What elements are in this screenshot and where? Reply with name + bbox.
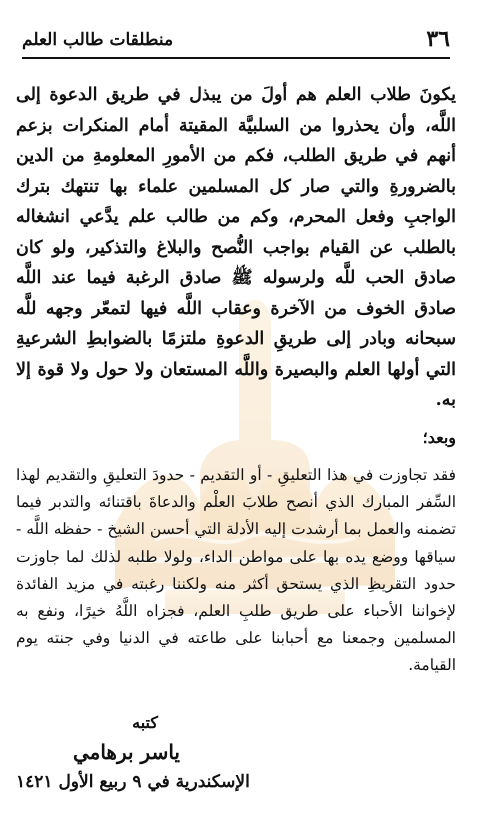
body-paragraph-1: يكونَ طلاب العلم هم أولَ من يبذل في طريق الدعوة إلى اللَّه، وأن يحذروا من السلبيَّة المقيتة أمام المنكرات بزعم أنهم في طريق الطلب، فكم من الأمورِ المعلومةِ من الدين بالضرورةِ والتي صار كل المسلمين علماء بها تنتهك بترك الواجبِ وفعل المحرم، وكم من طالب علم يدَّعي انشغاله بالطلب عن القيام بواجب النُّصح والبلاغ والتذكير، ولو كان صادق الحب للَّه ولرسوله ﷺ صادق الرغبة فيما عند اللَّه صادق الخوف من الآخرة وعقاب اللَّه فيها لتمعّر وجهه للَّه سبحانه وبادر إلى طريقِ الدعوةِ ملتزمًا بالضوابطِ الشرعيةِ التي أولها العلم والبصيرة واللَّه المستعان ولا حول ولا قوة إلا به. (16, 85, 456, 410)
place-and-date: الإسكندرية في ٩ ربيع الأول ١٤٢١ (16, 772, 250, 792)
author-name: ياسر برهامي (72, 740, 180, 764)
wrote-it-label: كتبه (132, 713, 158, 732)
running-header-title: منطلقات طالب العلم (22, 30, 174, 50)
body-paragraph-2: فقد تجاوزت في هذا التعليقِ - أو التقديم - حدودَ التعليقِ والتقديم لهذا السِّفر المبارك الذي أنصح طلابَ العلْم والدعاةَ باقتنائه والتدبر فيما تضمنه والعمل بما أرشدت إليه الأدلة التي أحسن الشيخ - حفظه اللَّه - سياقها ووضع يده بها على مواطن الداء، ولولا طلبه لذلك لما جاوزت حدود التقريظِ الذي يستحق أكثر منه ولكننا رغبته في مزيد الفائدة لإخواننا الأحباء على طريق طلبِ العلم، فجزاه اللَّهُ خيرًا، ونفع به المسلمين وجمعنا مع أحبابنا على طاعته في الدنيا وفي جنته يوم القيامة. (16, 466, 456, 675)
transition-word: وبعد؛ (422, 428, 456, 447)
page-number: ٣٦ (426, 26, 450, 52)
header-divider (22, 57, 450, 59)
page-header (22, 26, 450, 56)
